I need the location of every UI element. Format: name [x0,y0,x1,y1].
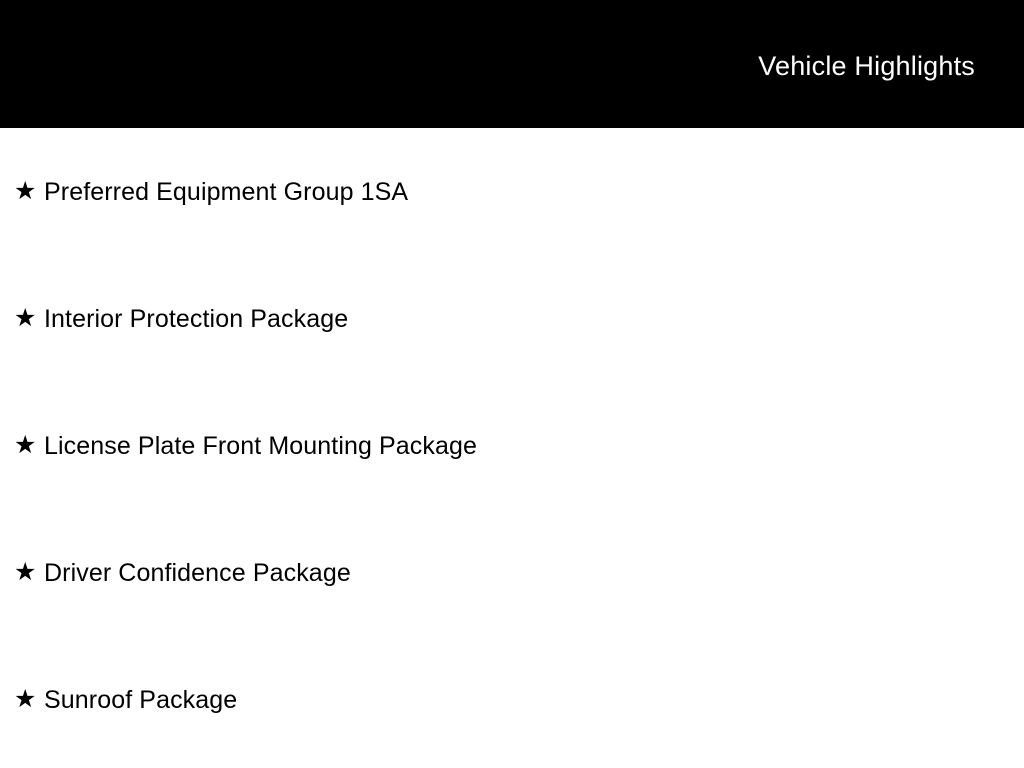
list-item-label: License Plate Front Mounting Package [44,431,478,460]
star-bullet-icon: ★ [14,177,37,205]
star-bullet-icon: ★ [14,685,37,713]
list-item-label: Interior Protection Package [44,304,349,333]
list-item-label: Sunroof Package [44,685,238,714]
star-bullet-icon: ★ [14,431,37,459]
star-bullet-icon: ★ [14,304,37,332]
list-item [0,255,1024,382]
list-item [0,509,1024,636]
list-item [0,128,1024,255]
star-bullet-icon: ★ [14,558,37,586]
list-item [0,636,1024,763]
list-item [0,382,1024,509]
vehicle-highlights-list [0,128,1024,763]
header-bar [0,0,1024,128]
list-item-label: Preferred Equipment Group 1SA [44,177,409,206]
page-title: Vehicle Highlights [758,51,975,81]
list-item-label: Driver Confidence Package [44,558,351,587]
